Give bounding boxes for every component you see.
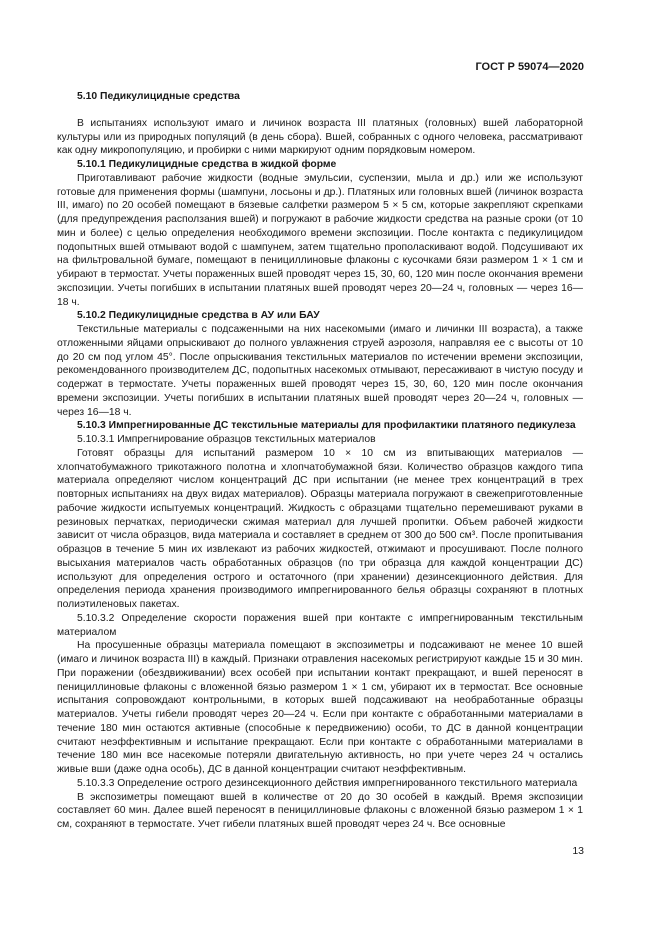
paragraph: Приготавливают рабочие жидкости (водные эмульсии, суспензии, мыла и др.) или же используют готовые для применения формы (шампуни, лосьоны и др.). Платяных или головных вшей (личинок возраста III, имаго) по 20 особей помещают в бязевые салфетки размером 5 × 5 см, которые закрепляют скрепками (для предупреждения расползания вшей) и погружают в рабочие жидкости средства на разные сроки (от 10 мин и более) с целью определения необходимого времени экспозиции. После контакта с педикулицидом подопытных вшей отмывают водой с шампунем, затем тщательно прополаскивают водой. Подсушивают их на фильтровальной бумаге, помещают в пенициллиновые флаконы с кусочками бязи размером 1 × 1 см и убирают в термостат. Учеты пораженных вшей проводят через 15, 30, 60, 120 мин после окончания времени экспозиции. Учеты погибших в испытании платяных вшей проводят через 20—24 ч, головных — через 16—18 ч. — [57, 172, 583, 308]
document-body — [57, 90, 583, 832]
document-code: ГОСТ Р 59074—2020 — [475, 61, 584, 73]
section-heading-5-10-1: 5.10.1 Педикулицидные средства в жидкой форме — [77, 159, 337, 170]
section-heading-5-10-2: 5.10.2 Педикулицидные средства в АУ или БАУ — [77, 310, 320, 322]
paragraph: На просушенные образцы материала помещают в экспозиметры и подсаживают не менее 10 вшей (имаго и личинок возраста III) в каждый. Признаки отравления насекомых регистрируют каждые 15 и 30 мин. При поражении (обездвиживании) всех особей при испытании контакт прекращают, и вшей переносят в пенициллиновые флаконы с вложенной бязью размером 1 × 1 см, убирают их в термостат. Все основные испытания сопровождают контрольными, в которых вшей подсаживают на необработанные образцы материалов. Учеты гибели проводят через 20—24 ч. Если при контакте с обработанными материалами в течение 180 мин остаются активные (способные к передвижению) особи, то ДС в данной концентрации считают неэффективным и испытание прекращают. Если при контакте с обработанными материалами в течение 180 мин все насекомые потеряли двигательную активность, но при учете через 24 ч остались живые вши (даже одна особь), ДС в данной концентрации считают неэффективным. — [57, 640, 583, 775]
section-heading-5-10: 5.10 Педикулицидные средства — [77, 91, 240, 102]
section-heading-5-10-3: 5.10.3 Импрегнированные ДС текстильные материалы для профилактики платяного педикулеза — [77, 420, 576, 432]
subsection-heading-5-10-3-1: 5.10.3.1 Импрегнирование образцов текстильных материалов — [77, 434, 376, 445]
page-number: 13 — [572, 845, 584, 857]
paragraph: В испытаниях используют имаго и личинок возраста III платяных (головных) вшей лабораторной культуры или из природных популяций (в день сбора). Вшей, собранных с одного человека, рассматривают как одну микропопуляцию, и пробирки с ними маркируют одним порядковым номером. — [57, 117, 583, 157]
paragraph: В экспозиметры помещают вшей в количестве от 20 до 30 особей в каждый. Время экспозиции составляет 60 мин. Далее вшей переносят в пенициллиновые флаконы с вложенной бязью размером 1 × 1 см, сохраняют в термостате. Учет гибели платяных вшей проводят через 24 ч. Все основные — [57, 791, 583, 830]
paragraph: Готовят образцы для испытаний размером 10 × 10 см из впитывающих материалов — хлопчатобумажного трикотажного полотна и хлопчатобумажной бязи. Количество образцов каждого типа материала определяют числом концентраций ДС при испытании (не менее трех концентраций в трех повторных испытаниях на двух видах материалов). Образцы материала погружают в свежеприготовленные рабочие жидкости испытуемых концентраций. Жидкость с образцами тщательно перемешивают руками в резиновых перчатках, периодически сжимая материал для лучшей пропитки. Объем рабочей жидкости зависит от числа образцов, вида материала и составляет в среднем от 300 до 500 см³. После пропитывания образцов в течение 5 мин их извлекают из рабочих жидкостей, отжимают и просушивают. После полного высыхания материалов часть обработанных образцов (по три образца для каждой концентрации ДС) используют для определения острого и остаточного (при хранении) дезинсекционного действия. Для определения периода хранения производимого импрегнированного белья образцы сохраняют в плотных полиэтиленовых пакетах. — [57, 447, 583, 610]
subsection-heading-5-10-3-3: 5.10.3.3 Определение острого дезинсекционного действия импрегнированного текстильного материала — [77, 777, 578, 789]
paragraph: Текстильные материалы с подсаженными на них насекомыми (имаго и личинки III возраста), а также отложенными яйцами опрыскивают до полного увлажнения струей аэрозоля, направляя ее с высоты от 10 до 20 см под углом 45°. После опрыскивания текстильных материалов по истечении времени экспозиции, рекомендованного производителем ДС, подопытных насекомых отмывают, пересаживают в чистую посуду и содержат в термостате. Учеты пораженных вшей проводят через 15, 30, 60, 120 мин после окончания времени экспозиции. Учеты погибших в испытании платяных вшей проводят через 20—24 ч, головных — через 16—18 ч. — [57, 324, 583, 418]
subsection-heading-5-10-3-2: 5.10.3.2 Определение скорости поражения вшей при контакте с импрегнированным текстильным материалом — [57, 612, 583, 638]
